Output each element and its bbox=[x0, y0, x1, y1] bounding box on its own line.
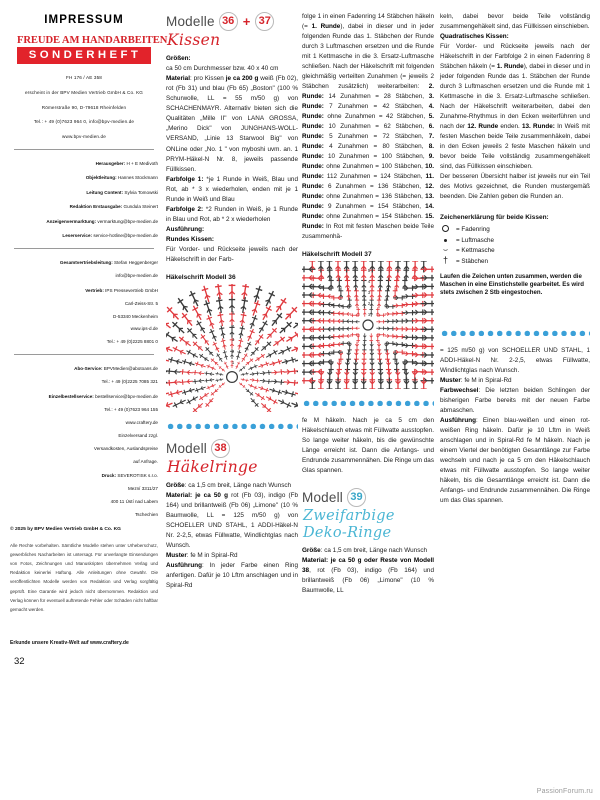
model-3637-heading bbox=[166, 12, 298, 31]
paragraph: Farbfolge 2: *2 Runden in Weiß, je 1 Runde in Blau und Rot, ab * 2 x wiederholen bbox=[166, 205, 298, 223]
staebchen-icon: † bbox=[442, 255, 448, 266]
model-38-text bbox=[166, 481, 298, 591]
svg-text:1: 1 bbox=[367, 312, 371, 318]
impressum-entry: Gesamtvertriebsleitung: Stefan Heggenberger info@bpv-medien.de bbox=[59, 260, 158, 279]
crochet-chart-round bbox=[166, 284, 298, 412]
legend-note: Laufen die Zeichen unten zusammen, werden die Maschen in eine Einstichstelle gearbeitet. Es wird stets zwischen 2 Stb eingestochen. bbox=[440, 272, 584, 297]
impressum-title: IMPRESSUM bbox=[44, 14, 124, 26]
model-badge-37: 37 bbox=[255, 12, 274, 31]
craftery-promo: Erkunde unsere Kreativ-Welt auf www.craftery.de bbox=[10, 640, 129, 647]
svg-text:1: 1 bbox=[231, 359, 235, 365]
paragraph: Rundes Kissen: bbox=[166, 235, 214, 243]
footer-watermark-text: PassionForum.ru bbox=[536, 788, 593, 795]
column-four bbox=[440, 0, 590, 506]
legend-item bbox=[440, 225, 590, 235]
model-38-continued-text bbox=[302, 416, 434, 476]
impressum-entry: Druck: SEVEROTISK s.r.o. Mezní 3311/27 400 11 Ústí nad Labem Tschechien bbox=[101, 473, 158, 518]
legend-list bbox=[440, 225, 590, 266]
legend-item-label: = Fadenring bbox=[456, 226, 490, 234]
legal-text: Alle Rechte vorbehalten. Sämtliche Modelle stehen unter Urheberschutz, gewerbliches Nacharbeiten ist untersagt. Für unverlangte Einsendungen von Fotos, Zeichnungen und Manuskripten übernehmen Verlag und Redaktion keinerlei Haftung. Alle Anleitungen ohne Gewähr. Die veröffentlichten Modelle werden von Redaktion und Verlag sorgfältig geprüft. Eine Garantie wird jedoch nicht übernommen. Redaktion und Verlag können für eventuell auftretende Fehler oder Schäden nicht haftbar gemacht werden. bbox=[10, 542, 158, 613]
paragraph: Für Vorder- und Rückseite jeweils nach der Häkelschrift in der Farb- bbox=[166, 245, 298, 263]
impressum-entries bbox=[8, 161, 160, 239]
impressum-entry: Einzelbestellservice: bestellservice@bpv-medien.de Tel.: + 49 (0)7623 964 155 www.craftery.de Einzelversand zzgl. Versandkosten, Auslandspreise auf Anfrage. bbox=[48, 393, 158, 464]
svg-text:5: 5 bbox=[231, 309, 235, 315]
model-3637-title: Kissen bbox=[167, 31, 221, 49]
model-3637-final-text bbox=[440, 12, 590, 202]
model-39-title-line2: Deko-Ringe bbox=[303, 524, 392, 541]
fadenring-icon bbox=[442, 225, 449, 232]
chart36-caption: Häkelschrift Modell 36 bbox=[166, 273, 236, 281]
dotted-divider-blue bbox=[302, 397, 434, 406]
paragraph: keln, dabei bevor beide Teile vollständig zusammengehäkelt sind, das Füllkissen einschieben. bbox=[440, 13, 590, 31]
divider bbox=[14, 248, 154, 249]
paragraph: Ausführung: Einen blau-weißen und einen rot-weißen Ring häkeln. Dafür je 10 Lftm in Weiß anschlagen und in Spiral-Rd fe M häkeln. Nach je einem Viertel der benötigten Gesamtlänge zur Farbe wechseln und nach je ca 5 cm den Häkelschlauch etwas mit Füllwatte ausstopfen. So lange weiter häkeln, bis die Gesamtlänge erreicht ist. Dann die Anfangs- und Endrunde zusammennähen. Die Ringe um das Glas spannen. bbox=[440, 417, 590, 505]
kettmasche-icon: ⌣ bbox=[442, 245, 449, 255]
model-word-label: Modelle bbox=[166, 14, 215, 29]
impressum-entry: Herausgeber: H + E Medivoth bbox=[95, 160, 158, 166]
paragraph: Ausführung: bbox=[166, 225, 205, 233]
paragraph: Der besseren Übersicht halber ist jeweils nur ein Teil des Motivs gezeichnet, die Runden mustergemäß beenden. Die Zahlen geben die Runden an. bbox=[440, 173, 590, 201]
impressum-entry: Anzeigenvermarktung: vermarktung@bpv-medien.de bbox=[46, 218, 158, 224]
paragraph: Größe: ca 1,5 cm breit, Länge nach Wunsch bbox=[302, 546, 428, 554]
legend-item bbox=[440, 257, 590, 266]
paragraph: Material: pro Kissen je ca 200 g weiß (Fb 02), rot (Fb 31) und blau (Fb 65) „Boston" (100 % Schurwolle, LL = 55 m/50 g) von SCHACHENMAYR. Alternativ bieten sich die Qualitäten „Mille II" von LANA GROSSA, „Merino Dick" von JUNGHANS-WOLL-VERSAND, „Linie 13 Starwool Big" von ONLine oder „No. 1 " von myboshi uvm. an. 1 PRYM-Häkel-N Nr. 8, jeweils passende Füllkissen. bbox=[166, 75, 298, 173]
impressum-entry: Abo-Service: BPVMedien@abotoans.de Tel.: + 49 (0)2225 7085 321 bbox=[74, 366, 158, 385]
web-line: www.bpv-medien.de bbox=[62, 134, 106, 140]
page-number: 32 bbox=[14, 656, 25, 668]
model-3637-continued-text bbox=[302, 12, 434, 242]
impressum-entries-service bbox=[8, 366, 160, 518]
svg-text:4: 4 bbox=[367, 279, 371, 285]
legend-item-label: = Kettmasche bbox=[456, 247, 495, 255]
model-badge-39: 39 bbox=[347, 488, 366, 507]
impressum-entries-distribution bbox=[8, 260, 160, 345]
publisher-line: erscheint in der BPV Medien Vertrieb GmbH & Co. KG bbox=[24, 89, 144, 95]
model-badge-38: 38 bbox=[211, 439, 230, 458]
issue-code: FH 176 / AE 358 bbox=[66, 75, 102, 81]
paragraph: Größen: bbox=[166, 55, 191, 63]
impressum-entry: Leitung Content: Sylvia Tomowski bbox=[86, 189, 158, 195]
dotted-divider-blue bbox=[440, 327, 590, 336]
paragraph: Ausführung: In jeder Farbe einen Ring anfertigen. Dafür je 10 Lftm anschlagen und in Spiral-Rd bbox=[166, 562, 298, 590]
column-three bbox=[302, 0, 434, 596]
svg-text:2: 2 bbox=[367, 301, 371, 307]
legend-item bbox=[440, 237, 590, 245]
paragraph: ca 50 cm Durchmesser bzw. 40 x 40 cm bbox=[166, 65, 279, 73]
paragraph: Farbwechsel: Die letzten beiden Schlingen der bisherigen Farbe bereits mit der neuen Farbe abmaschen. bbox=[440, 387, 590, 415]
impressum-entry: Objektleitung: Hannes Stockmann bbox=[85, 175, 158, 181]
impressum-entry: Redaktion Erstausgabe: Gundula Steinert bbox=[69, 204, 158, 210]
dotted-divider-blue bbox=[166, 420, 298, 429]
footer-watermark bbox=[537, 788, 593, 795]
model-badge-36: 36 bbox=[219, 12, 238, 31]
divider bbox=[14, 149, 154, 150]
paragraph: Größe: ca 1,5 cm breit, Länge nach Wunsch bbox=[166, 482, 292, 490]
paragraph: Material: je ca 50 g oder Reste von Modell 38, rot (Fb 03), indigo (Fb 164) und brillantweiß (Fb 06) „Limone" (10 % Baumwolle, LL bbox=[302, 556, 434, 594]
model-3637-text bbox=[166, 54, 298, 264]
copyright-line: © 2025 by BPV Medien Vertrieb GmbH & Co. KG bbox=[10, 526, 121, 532]
model-39-heading bbox=[302, 488, 434, 507]
model-39-title-line1: Zweifarbige bbox=[303, 508, 395, 525]
svg-text:2: 2 bbox=[231, 348, 235, 354]
legend-item bbox=[440, 247, 590, 255]
paragraph: Muster: fe M in Spiral-Rd bbox=[166, 552, 238, 560]
model-38-heading bbox=[166, 439, 298, 458]
divider bbox=[14, 354, 154, 355]
model-38-title: Häkelringe bbox=[167, 457, 258, 476]
paragraph: folge 1 in einen Fadenring 14 Stäbchen häkeln (= 1. Runde), dabei in dieser und in jeder folgenden Runde das 1. Stäbchen der Runde durch 3 Luftmaschen ersetzen und die Runde mit 1 Kettmasche in die 3. Ersatz-Luftmasche schließen. Nach der Häkelschrift mit folgenden gleichmäßig verteilten Zunahmen (= jeweils 2 Stäbchen zusätzlich) weiterarbeiten: 2. Runde: 14 Zunahmen = 28 Stäbchen, 3. Runde: 7 Zunahmen = 42 Stäbchen, 4. Runde: ohne Zunahmen = 42 Stäbchen, 5. Runde: 10 Zunahmen = 62 Stäbchen, 6. Runde: 5 Zunahmen = 72 Stäbchen, 7. Runde: 4 Zunahmen = 80 Stäbchen, 8. Runde: 10 Zunahmen = 100 Stäbchen, 9. Runde: ohne Zunahmen = 100 Stäbchen, 10. Runde: 112 Zunahmen = 124 Stäbchen, 11. Runde: 6 Zunahmen = 136 Stäbchen, 12. Runde: ohne Zunahmen = 136 Stäbchen, 13. Runde: 9 Zunahmen = 154 Stäbchen, 14. Runde: ohne Zunahmen = 154 Stäbchen. 15. Runde: In Rot mit festen Maschen beide Teile zusammenhä- bbox=[302, 13, 434, 241]
paragraph: Für Vorder- und Rückseite jeweils nach der Häkelschrift in der Farbfolge 2 in einen Fadenring 8 Stäbchen häkeln (= 1. Runde), dabei in dieser und in jeder folgenden Runde das 1. Stäbchen der Runde durch 3 Luftmaschen ersetzen und die Runde mit 1 Kettmasche in die 3. Ersatz-Luftmasche schließen. Nach der Häkelschrift weiterarbeiten, dabei den Zunahme-Rhythmus in den Ecken weiterführen und nach der 12. Runde enden. 13. Runde: In Weiß mit festen Maschen beide Teile zusammenhäkeln, dabei in den Ecken jeweils 2 feste Maschen häkeln und bevor beide Teile vollständig zusammengehäkelt sind, das Füllkissen einschieben. bbox=[440, 43, 590, 171]
svg-text:3: 3 bbox=[231, 336, 235, 342]
luftmasche-icon bbox=[444, 239, 447, 242]
svg-text:5: 5 bbox=[367, 268, 371, 274]
paragraph: = 125 m/50 g) von SCHOELLER UND STAHL, 1 ADDI-Häkel-N Nr. 2-2,5, etwas Füllwatte, Windlichtglas nach Wunsch. bbox=[440, 347, 590, 375]
paragraph: fe M häkeln. Nach je ca 5 cm den Häkelschlauch etwas mit Füllwatte ausstopfen. So lange weiter häkeln, bis die gewünschte Länge erreicht ist. Dann die Anfangs- und Endrunde zusammennähen. Die Ringe um das Glas spannen. bbox=[302, 417, 434, 475]
magazine-logo bbox=[17, 35, 168, 64]
legend-title: Zeichenerklärung für beide Kissen: bbox=[440, 214, 549, 222]
impressum-column bbox=[8, 0, 168, 668]
paragraph: Muster: fe M in Spiral-Rd bbox=[440, 377, 512, 385]
model-word-label: Modell bbox=[302, 490, 343, 506]
plus-sign: + bbox=[242, 14, 251, 29]
chart37-caption: Häkelschrift Modell 37 bbox=[302, 251, 372, 259]
legend-item-label: = Luftmasche bbox=[456, 237, 494, 245]
impressum-entry: Vertrieb: IPS Pressevertrieb GmbH Carl-Zeiss-Str. 5 D-53340 Meckenheim www.ips-d.de Tel.: + 49 (0)2225 8801 0 bbox=[85, 287, 158, 345]
svg-text:3: 3 bbox=[367, 290, 371, 296]
legend-item-label: = Stäbchen bbox=[456, 257, 489, 265]
address-line: Römerstraße 90, D-79618 Rheinfelden bbox=[41, 104, 127, 110]
paragraph: Material: je ca 50 g rot (Fb 03), indigo (Fb 164) und brillantweiß (Fb 06) „Limone" (10 % Baumwolle, LL = 125 m/50 g) von SCHOELLER UND STAHL, 1 ADDI-Häkel-N Nr. 2-2,5, etwas Füllwatte, Windlichtglas nach Wunsch. bbox=[166, 492, 299, 550]
logo-top-text: FREUDE AM HANDARBEITEN bbox=[17, 35, 168, 46]
contact-line: Tel.: + 49 (0)7623 964 0, info@bpv-medien.de bbox=[33, 119, 135, 125]
model-word-label: Modell bbox=[166, 440, 207, 456]
svg-text:4: 4 bbox=[231, 323, 235, 329]
paragraph: Farbfolge 1: *je 1 Runde in Weiß, Blau und Rot, ab * 3 x wiederholen, enden mit je 1 Runde in Weiß und Blau bbox=[166, 175, 298, 203]
impressum-entry: Leserservice: service-hotline@bpv-medien.de bbox=[62, 233, 158, 239]
model-39-text bbox=[302, 546, 434, 596]
logo-sonderheft-bar: SONDERHEFT bbox=[17, 47, 151, 64]
crochet-chart-square bbox=[302, 261, 434, 389]
paragraph: Quadratisches Kissen: bbox=[440, 33, 509, 41]
column-two bbox=[166, 0, 298, 591]
model-39-continued-text bbox=[440, 346, 590, 506]
